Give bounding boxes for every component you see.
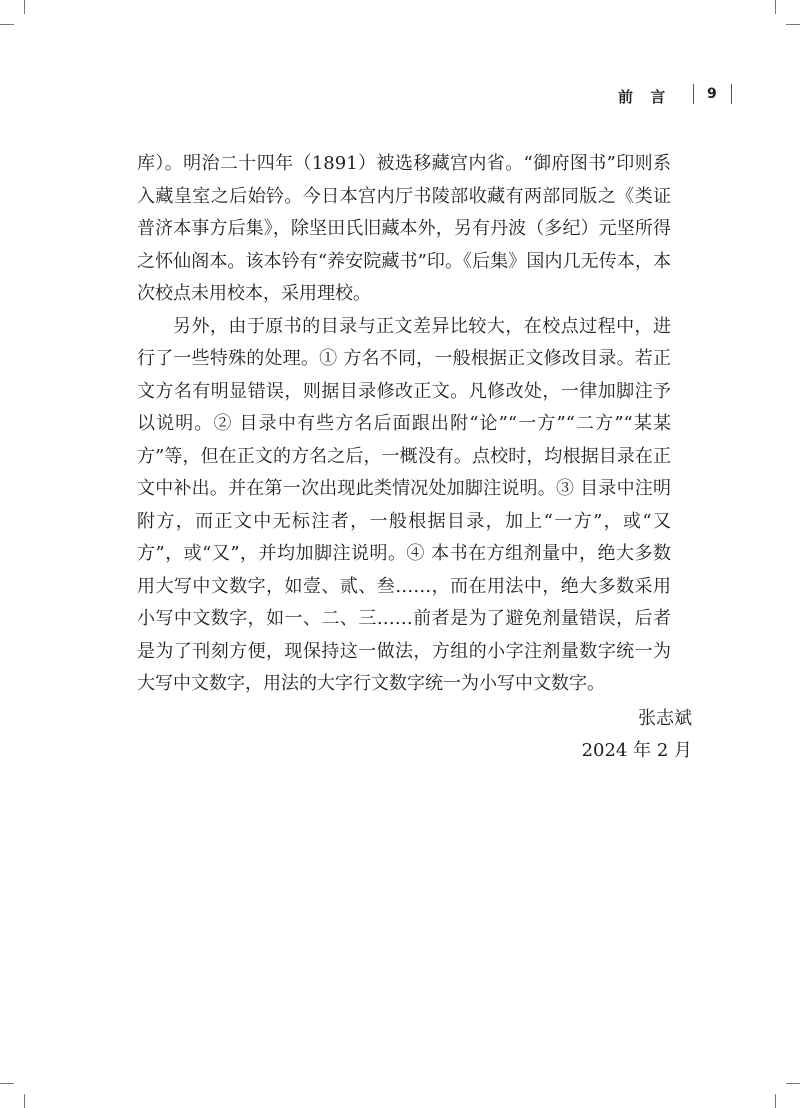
body-text bbox=[137, 148, 671, 701]
signature-date: 2024 年 2 月 bbox=[581, 740, 692, 761]
crop-mark bbox=[0, 24, 14, 25]
paragraph: 另外，由于原书的目录与正文差异比较大，在校点过程中，进行了一些特殊的处理。① 方名不同，一般根据正文修改目录。若正文方名有明显错误，则据目录修改正文。凡修改处，一律加脚注予以说明。② 目录中有些方名后面跟出附“论”“一方”“二方”“某某方”等，但在正文的方名之后，一概没有。点校时，均根据目录在正文中补出。并在第一次出现此类情况处加脚注说明。③ 目录中注明附方，而正文中无标注者，一般根据目录，加上“一方”，或“又方”，或“又”，并均加脚注说明。④ 本书在方组剂量中，绝大多数用大写中文数字，如壹、贰、叁……，而在用法中，绝大多数采用小写中文数字，如一、二、三……前者是为了避免剂量错误，后者是为了刊刻方便，现保持这一做法，方组的小字注剂量数字统一为大写中文数字，用法的大字行文数字统一为小写中文数字。 bbox=[137, 315, 671, 694]
signature-block bbox=[582, 703, 692, 767]
crop-mark bbox=[24, 1094, 25, 1108]
page-number: 9 bbox=[707, 86, 717, 102]
running-header-title: 前 言 bbox=[618, 88, 672, 106]
crop-mark bbox=[786, 24, 800, 25]
crop-mark bbox=[775, 0, 776, 14]
crop-mark bbox=[0, 1083, 14, 1084]
crop-mark bbox=[24, 0, 25, 14]
crop-mark bbox=[775, 1094, 776, 1108]
header-divider bbox=[731, 84, 732, 104]
paragraph: 库）。明治二十四年（1891）被选移藏宫内省。“御府图书”印则系入藏皇室之后始钤。今日本宫内厅书陵部收藏有两部同版之《类证普济本事方后集》，除坚田氏旧藏本外，另有丹波（多纪）元坚所得之怀仙阁本。该本钤有“养安院藏书”印。《后集》国内几无传本，本次校点未用校本，采用理校。 bbox=[137, 153, 671, 304]
header-divider bbox=[693, 84, 694, 104]
author-name: 张志斌 bbox=[638, 708, 692, 729]
crop-mark bbox=[786, 1083, 800, 1084]
